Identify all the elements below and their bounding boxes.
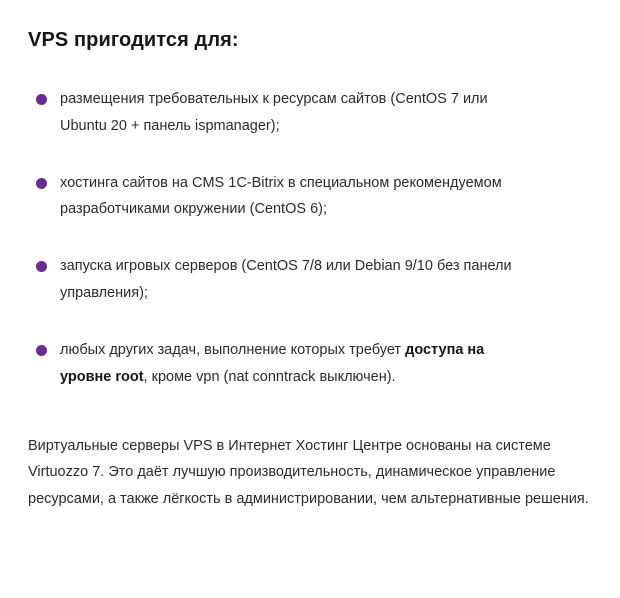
list-item-text <box>60 86 530 140</box>
bullet-dot-icon <box>36 345 47 356</box>
benefits-list <box>28 86 592 391</box>
closing-paragraph: Виртуальные серверы VPS в Интернет Хостинг Центре основаны на системе Virtuozzo 7. Это даёт лучшую производительность, динамическое управление ресурсами, а также лёгкость в администрировании, чем альтернативные решения. <box>28 437 589 508</box>
list-item-emphasis: доступа на уровне root <box>60 341 485 385</box>
list-item <box>28 86 592 140</box>
bullet-dot-icon <box>36 94 47 105</box>
list-item-text <box>60 337 530 391</box>
list-item-text <box>60 170 530 224</box>
list-item <box>28 170 592 224</box>
bullet-dot-icon <box>36 178 47 189</box>
page-title: VPS пригодится для: <box>28 29 239 51</box>
list-item-text <box>60 253 530 307</box>
list-item <box>28 337 592 391</box>
list-item-text-part: любых других задач, выполнение которых требует <box>60 341 406 358</box>
list-item-text-part: запуска игровых серверов (CentOS 7/8 или Debian 9/10 без панели управления); <box>60 258 512 302</box>
list-item-text-part: хостинга сайтов на CMS 1C-Bitrix в специальном рекомендуемом разработчиками окружении (CentOS 6); <box>60 174 502 218</box>
list-item <box>28 253 592 307</box>
list-item-text-part: размещения требовательных к ресурсам сайтов (CentOS 7 или Ubuntu 20 + панель ispmanager); <box>60 91 488 134</box>
list-item-text-part: , кроме vpn (nat conntrack выключен). <box>143 368 396 385</box>
bullet-dot-icon <box>36 261 47 272</box>
